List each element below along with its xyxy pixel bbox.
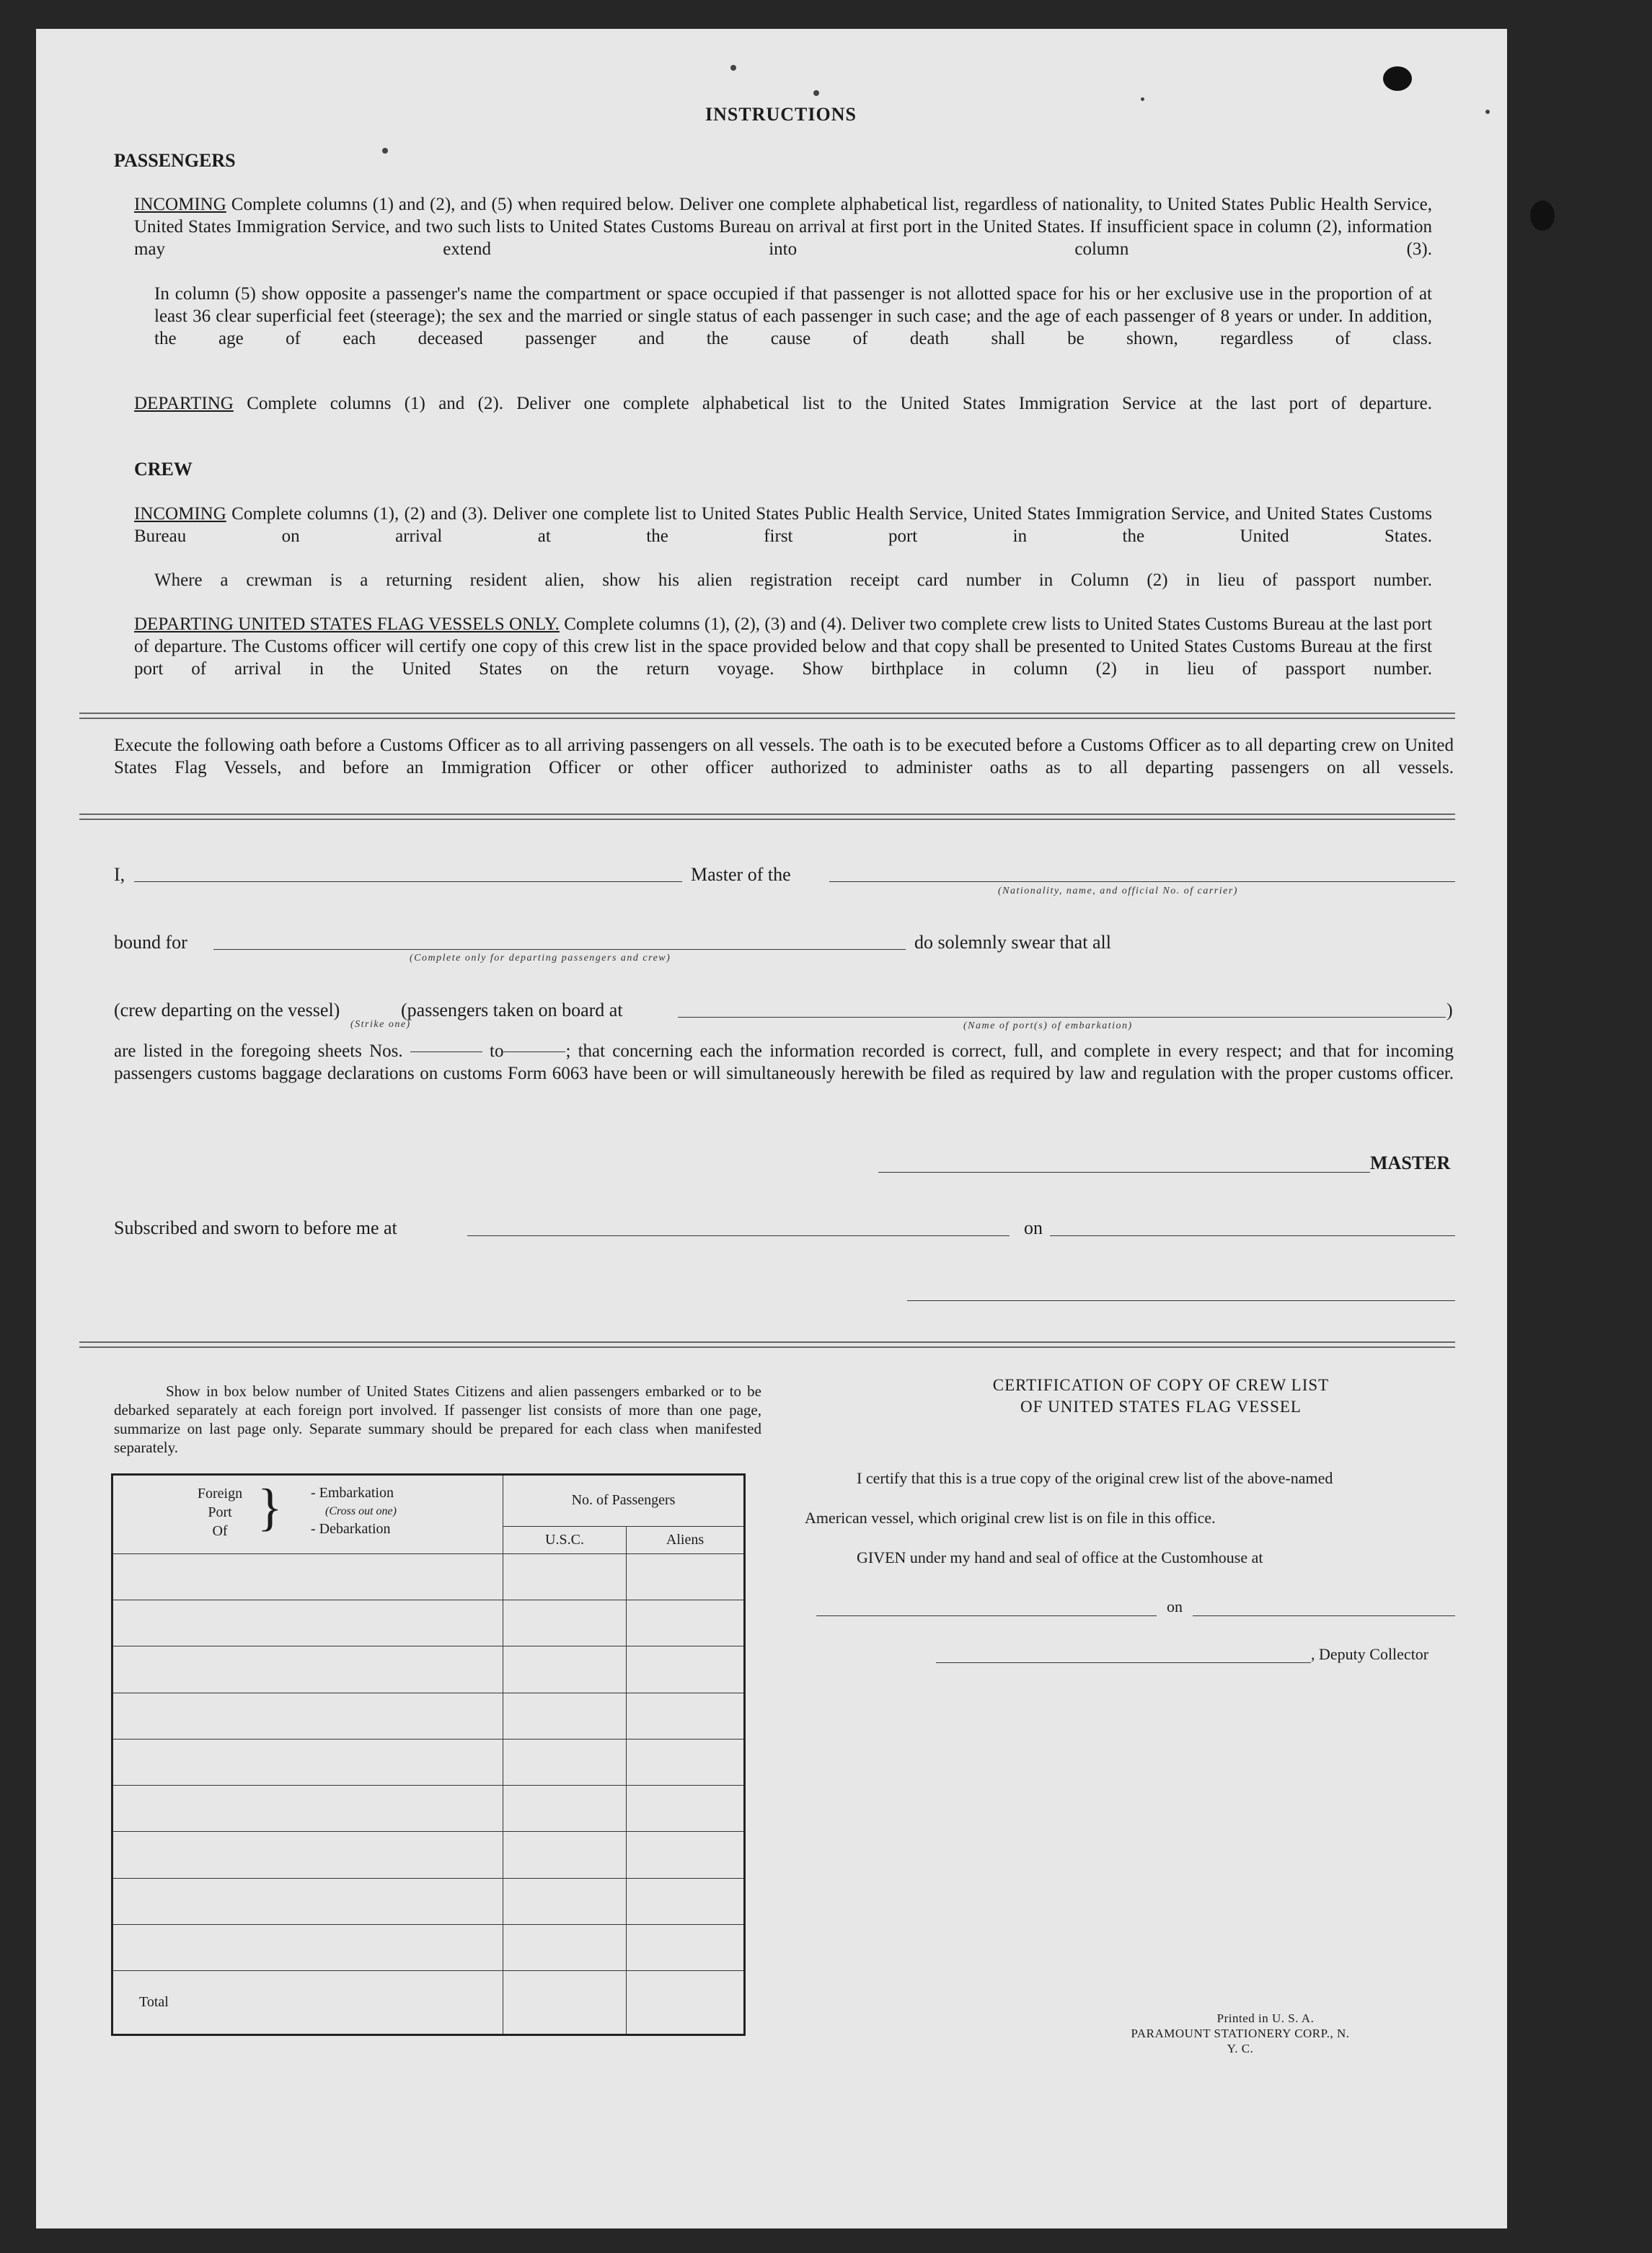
officer-signature-field[interactable]: [907, 1300, 1455, 1301]
oath-intro-text: Execute the following oath before a Customs Officer as to all arriving passengers on all vessels. The oath is to be executed before a Customs Officer as to all departing crew on United States Flag Vessels, and before an Immigration Officer or other officer authorized to administer oaths as to all departing passengers on all vessels.: [114, 736, 1454, 777]
certification-title: [916, 1375, 1406, 1418]
aliens-cell[interactable]: [627, 1786, 745, 1832]
aliens-cell[interactable]: [627, 1925, 745, 1971]
usc-cell[interactable]: [503, 1553, 627, 1600]
usc-cell[interactable]: [503, 1693, 627, 1739]
listed-text-b: ; that concerning each the information recorded is correct, full, and complete in every respect; and that for incoming passengers customs baggage declarations on customs Form 6063 have been or will simultaneously herewith be filed as required by law and regulation with the proper customs officer.: [114, 1041, 1454, 1083]
debarkation-label: - Debarkation: [311, 1521, 391, 1537]
passengers-taken-label: (passengers taken on board at: [401, 1000, 623, 1020]
crew-heading: CREW: [134, 459, 193, 480]
incoming-paragraph: [134, 193, 1432, 283]
usc-cell[interactable]: [503, 1878, 627, 1924]
departing-paragraph: [134, 392, 1432, 437]
subscribed-date-field[interactable]: [1050, 1235, 1455, 1236]
listed-text-a: are listed in the foregoing sheets Nos.: [114, 1041, 403, 1061]
deputy-collector-label: , Deputy Collector: [1311, 1645, 1429, 1663]
master-signature-field[interactable]: [878, 1172, 1370, 1173]
usc-header: U.S.C.: [503, 1526, 627, 1553]
swear-label: do solemnly swear that all: [914, 932, 1111, 953]
crewman-text: Where a crewman is a returning resident alien, show his alien registration receipt card number in Column (2) in lieu of passport number.: [154, 570, 1432, 590]
passengers-heading: PASSENGERS: [114, 150, 236, 171]
crew-incoming-paragraph: [134, 503, 1432, 570]
certification-on-label: on: [1167, 1597, 1183, 1615]
printer-line2: PARAMOUNT STATIONERY CORP., N. Y. C.: [1131, 2027, 1350, 2055]
section-divider: [79, 1341, 1455, 1348]
incoming-label: INCOMING: [134, 195, 226, 214]
column5-paragraph: [154, 283, 1432, 372]
usc-cell[interactable]: [503, 1739, 627, 1785]
port-cell[interactable]: [112, 1600, 503, 1646]
foreign-label: Foreign: [197, 1486, 243, 1502]
oath-name-field[interactable]: [134, 881, 682, 882]
crew-departing-label: (crew departing on the vessel): [114, 1000, 340, 1020]
printer-line1: Printed in U. S. A.: [1216, 2011, 1315, 2025]
brace-icon: }: [257, 1478, 283, 1536]
port-label: Port: [208, 1504, 232, 1520]
usc-cell[interactable]: [503, 1832, 627, 1878]
listed-paragraph: [114, 1040, 1454, 1107]
of-label: Of: [212, 1523, 228, 1539]
port-cell[interactable]: [112, 1646, 503, 1693]
total-aliens-cell[interactable]: [627, 1971, 745, 2035]
aliens-cell[interactable]: [627, 1878, 745, 1924]
certify-text: I certify that this is a true copy of the original crew list of the above-named: [857, 1469, 1333, 1487]
aliens-cell[interactable]: [627, 1646, 745, 1693]
incoming-text: Complete columns (1) and (2), and (5) when required below. Deliver one complete alphabetical list, regardless of nationality, to United States Public Health Service, United States Immigration Service, and two such lists to United States Customs Bureau on arrival at first port in the United States. If insufficient space in column (2), information may extend into column (3).: [134, 195, 1433, 259]
aliens-cell[interactable]: [627, 1739, 745, 1785]
speck: [1485, 110, 1490, 114]
bound-for-label: bound for: [114, 932, 187, 953]
speck: [730, 65, 736, 71]
port-cell[interactable]: [112, 1925, 503, 1971]
american-vessel-text: American vessel, which original crew list is on file in this office.: [805, 1509, 1216, 1527]
no-passengers-header: No. of Passengers: [503, 1475, 745, 1527]
port-cell[interactable]: [112, 1878, 503, 1924]
summary-note-text: Show in box below number of United States Citizens and alien passengers embarked or to be debarked separately at each foreign port involved. If passenger list consists of more than one page, summarize on last page only. Separate summary should be prepared for each class when manifested separately.: [114, 1383, 761, 1456]
subscribed-on-label: on: [1024, 1217, 1043, 1238]
total-usc-cell[interactable]: [503, 1971, 627, 2035]
i-label: I,: [114, 864, 125, 885]
port-cell[interactable]: [112, 1553, 503, 1600]
aliens-cell[interactable]: [627, 1832, 745, 1878]
deputy-signature-field[interactable]: [936, 1662, 1311, 1663]
customhouse-place-field[interactable]: [816, 1615, 1157, 1616]
listed-to: to: [490, 1041, 504, 1061]
certification-title-line2: OF UNITED STATES FLAG VESSEL: [1020, 1398, 1302, 1416]
strike-hint: (Strike one): [350, 1019, 411, 1030]
departing-us-text: Complete columns (1), (2), (3) and (4). Deliver two complete crew lists to United States Customs Bureau at the last port of departure. The Customs officer will certify one copy of this crew list in the space provided below and that copy shall be presented to United States Customs Bureau at the first port of arrival in the United States on the return voyage. Show birthplace in column (2) in lieu of passport number.: [134, 614, 1433, 679]
carrier-hint: (Nationality, name, and official No. of carrier): [998, 886, 1238, 896]
ports-hint: (Name of port(s) of embarkation): [963, 1020, 1133, 1031]
aliens-cell[interactable]: [627, 1600, 745, 1646]
instructions-title: INSTRUCTIONS: [705, 104, 857, 125]
usc-cell[interactable]: [503, 1600, 627, 1646]
passenger-summary-table: [111, 1473, 746, 2036]
bound-for-field[interactable]: [213, 949, 906, 950]
sheet-to-field[interactable]: [503, 1051, 565, 1052]
certification-title-line1: CERTIFICATION OF COPY OF CREW LIST: [992, 1376, 1330, 1394]
punch-hole-mark: [1530, 200, 1555, 231]
aliens-cell[interactable]: [627, 1693, 745, 1739]
departing-hint: (Complete only for departing passengers and crew): [410, 953, 671, 964]
embarkation-label: - Embarkation: [311, 1485, 394, 1501]
cross-out-hint: (Cross out one): [325, 1505, 397, 1517]
close-paren: ): [1446, 1000, 1453, 1020]
speck: [1141, 97, 1144, 101]
embarkation-ports-field[interactable]: [678, 1017, 1446, 1018]
certification-date-field[interactable]: [1193, 1615, 1455, 1616]
port-cell[interactable]: [112, 1693, 503, 1739]
summary-note-paragraph: [114, 1382, 761, 1476]
oath-intro-paragraph: [114, 734, 1454, 801]
subscribed-place-field[interactable]: [467, 1235, 1010, 1236]
crew-incoming-text: Complete columns (1), (2) and (3). Deliver one complete list to United States Public Health Service, United States Immigration Service, and United States Customs Bureau on arrival at the first port in the United States.: [134, 504, 1433, 546]
section-divider: [79, 713, 1455, 719]
departing-label: DEPARTING: [134, 394, 234, 413]
port-cell[interactable]: [112, 1832, 503, 1878]
crew-incoming-label: INCOMING: [134, 504, 226, 524]
aliens-cell[interactable]: [627, 1553, 745, 1600]
port-header-cell: [112, 1475, 503, 1554]
total-label: Total: [112, 1971, 503, 2035]
aliens-header: Aliens: [627, 1526, 745, 1553]
port-cell[interactable]: [112, 1786, 503, 1832]
usc-cell[interactable]: [503, 1786, 627, 1832]
printer-imprint: [1125, 2011, 1356, 2056]
column5-text: In column (5) show opposite a passenger's name the compartment or space occupied if that passenger is not allotted space for his or her exclusive use in the proportion of at least 36 clear superficial feet (steerage); the sex and the married or single status of each passenger in such case; and the age of each passenger of 8 years or under. In addition, the age of each deceased passenger and the cause of death shall be shown, regardless of class.: [154, 284, 1432, 348]
section-divider: [79, 814, 1455, 820]
crewman-paragraph: [154, 569, 1432, 614]
departing-us-paragraph: [134, 613, 1432, 702]
subscribed-label: Subscribed and sworn to before me at: [114, 1217, 397, 1238]
speck: [813, 90, 819, 96]
master-label: MASTER: [1370, 1152, 1451, 1173]
sheet-from-field[interactable]: [410, 1051, 482, 1052]
usc-cell[interactable]: [503, 1925, 627, 1971]
departing-text: Complete columns (1) and (2). Deliver one complete alphabetical list to the United States Immigration Service at the last port of departure.: [247, 394, 1432, 413]
given-text: GIVEN under my hand and seal of office at the Customhouse at: [857, 1548, 1263, 1566]
usc-cell[interactable]: [503, 1646, 627, 1693]
departing-us-label: DEPARTING UNITED STATES FLAG VESSELS ONLY.: [134, 614, 560, 634]
master-of-the-label: Master of the: [691, 864, 791, 885]
carrier-field[interactable]: [829, 881, 1455, 882]
punch-hole-mark: [1383, 66, 1412, 91]
port-cell[interactable]: [112, 1739, 503, 1785]
speck: [382, 148, 388, 154]
